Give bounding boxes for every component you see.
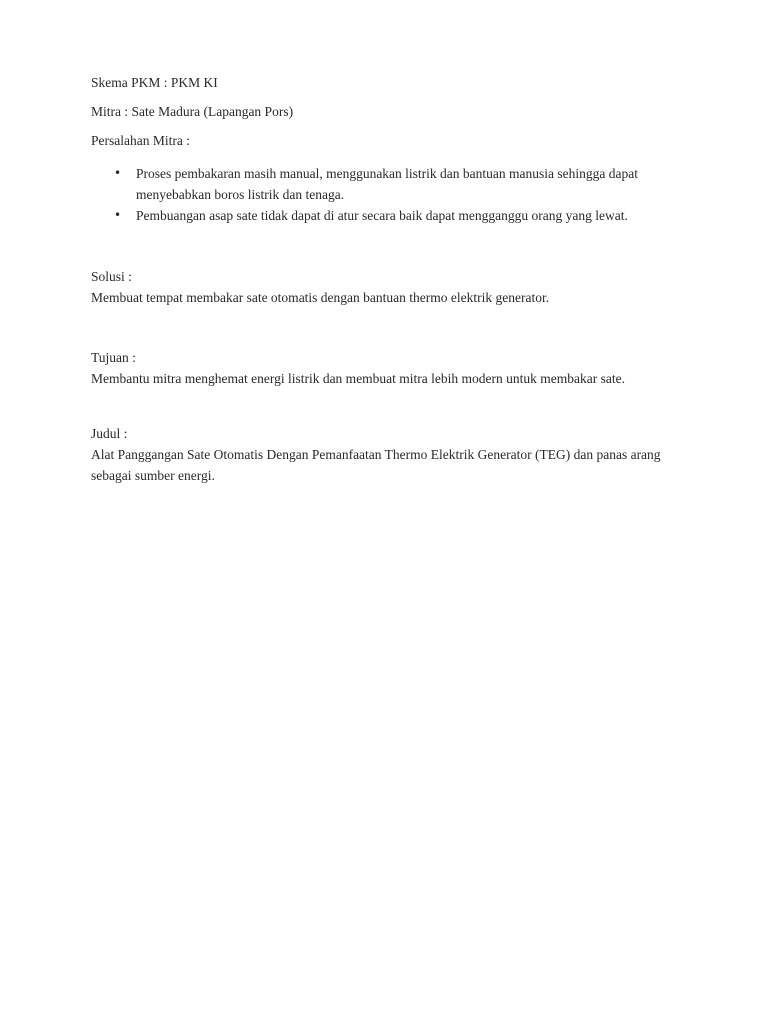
bullet-icon: •: [114, 208, 122, 222]
document-page: [91, 72, 671, 486]
persalahan-label: Persalahan Mitra :: [91, 133, 190, 148]
problem-list: [91, 163, 671, 226]
list-item: [91, 163, 671, 205]
solusi-text: Membuat tempat membakar sate otomatis dengan bantuan thermo elektrik generator.: [91, 290, 550, 305]
bullet-icon: •: [114, 166, 122, 180]
judul-label: Judul :: [91, 426, 128, 441]
list-item: [91, 205, 671, 226]
tujuan-label: Tujuan :: [91, 350, 136, 365]
mitra-line: Mitra : Sate Madura (Lapangan Pors): [91, 104, 294, 119]
problem-text: Pembuangan asap sate tidak dapat di atur secara baik dapat mengganggu orang yang lewat.: [136, 208, 628, 223]
problem-text: Proses pembakaran masih manual, menggunakan listrik dan bantuan manusia sehingga dapat menyebabkan boros listrik dan tenaga.: [136, 166, 638, 202]
skema-line: Skema PKM : PKM KI: [91, 75, 218, 90]
tujuan-text: Membantu mitra menghemat energi listrik dan membuat mitra lebih modern untuk membakar sate.: [91, 371, 625, 386]
solusi-label: Solusi :: [91, 269, 132, 284]
judul-text: Alat Panggangan Sate Otomatis Dengan Pemanfaatan Thermo Elektrik Generator (TEG) dan panas arang sebagai sumber energi.: [91, 447, 661, 483]
